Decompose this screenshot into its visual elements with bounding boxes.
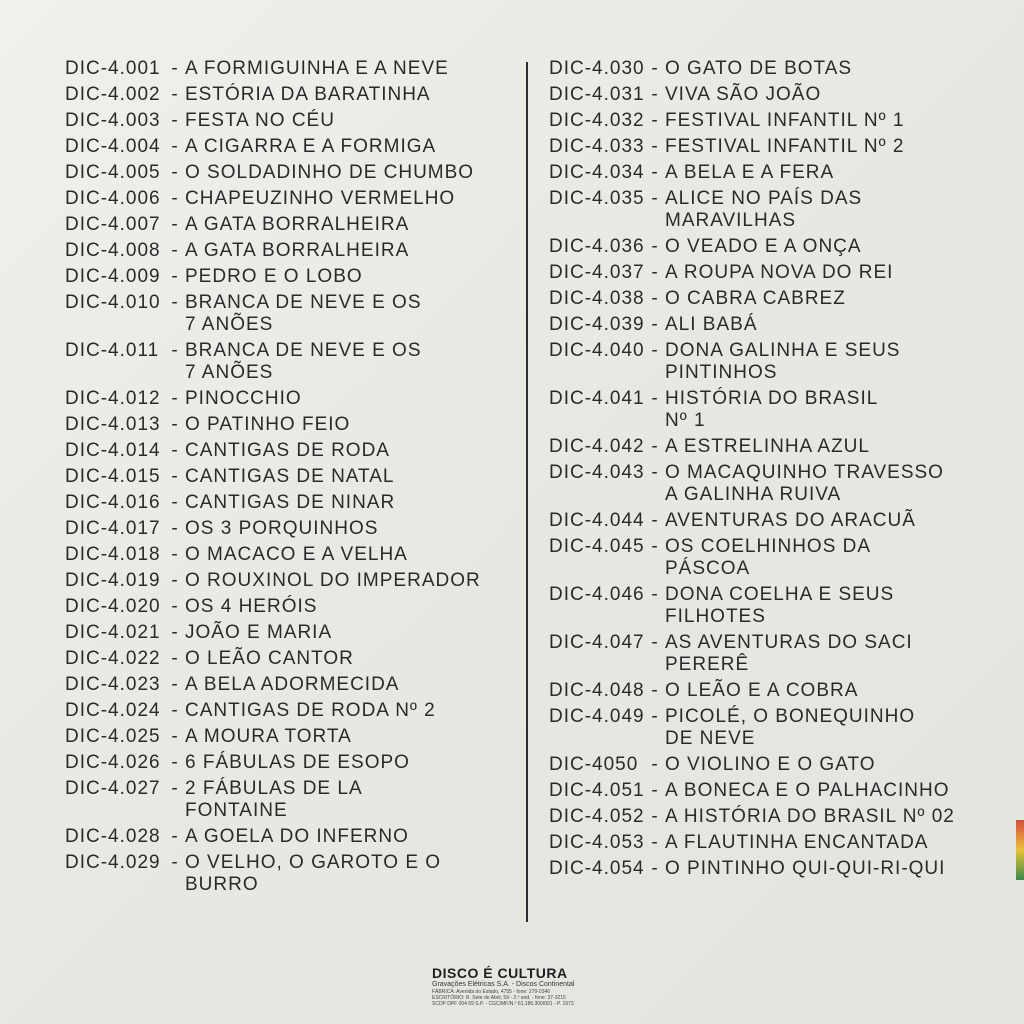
- catalog-code: DIC-4.012: [65, 388, 161, 409]
- entry-separator: -: [171, 414, 179, 435]
- catalog-title: CANTIGAS DE NINAR: [185, 492, 396, 513]
- catalog-code: DIC-4.048: [549, 680, 645, 701]
- catalog-title: CANTIGAS DE NATAL: [185, 466, 395, 487]
- catalog-title: A ESTRELINHA AZUL: [665, 436, 870, 457]
- entry-separator: -: [171, 622, 179, 643]
- catalog-title: O ROUXINOL DO IMPERADOR: [185, 570, 481, 591]
- entry-separator: -: [171, 700, 179, 721]
- catalog-code: DIC-4.013: [65, 414, 161, 435]
- entry-separator: -: [651, 262, 659, 283]
- catalog-title: A FLAUTINHA ENCANTADA: [665, 832, 929, 853]
- catalog-title: CANTIGAS DE RODA Nº 2: [185, 700, 436, 721]
- catalog-code: DIC-4.018: [65, 544, 161, 565]
- catalog-entry: [549, 680, 999, 706]
- entry-separator: -: [651, 462, 659, 483]
- catalog-title: O PINTINHO QUI-QUI-RI-QUI: [665, 858, 946, 879]
- catalog-entry: [65, 84, 515, 110]
- catalog-code: DIC-4.029: [65, 852, 161, 873]
- catalog-entry: [549, 58, 999, 84]
- entry-separator: -: [171, 240, 179, 261]
- catalog-entry: [549, 632, 999, 680]
- catalog-title: A GATA BORRALHEIRA: [185, 214, 410, 235]
- company-name: Gravações Elétricas S.A. - Discos Continental: [432, 981, 575, 988]
- catalog-title: A ROUPA NOVA DO REI: [665, 262, 894, 283]
- entry-separator: -: [171, 852, 179, 873]
- catalog-code: DIC-4.003: [65, 110, 161, 131]
- catalog-code: DIC-4.004: [65, 136, 161, 157]
- catalog-title: HISTÓRIA DO BRASIL Nº 1: [665, 388, 879, 431]
- entry-separator: -: [651, 584, 659, 605]
- catalog-entry: [65, 292, 515, 340]
- catalog-title: ALI BABÁ: [665, 314, 758, 335]
- entry-separator: -: [171, 136, 179, 157]
- entry-separator: -: [171, 266, 179, 287]
- catalog-entry: [549, 780, 999, 806]
- catalog-code: DIC-4.046: [549, 584, 645, 605]
- entry-separator: -: [651, 858, 659, 879]
- catalog-code: DIC-4.010: [65, 292, 161, 313]
- catalog-code: DIC-4.028: [65, 826, 161, 847]
- catalog-code: DIC-4.005: [65, 162, 161, 183]
- entry-separator: -: [651, 236, 659, 257]
- catalog-title: PEDRO E O LOBO: [185, 266, 363, 287]
- catalog-code: DIC-4.045: [549, 536, 645, 557]
- catalog-entry: [549, 262, 999, 288]
- catalog-title: A FORMIGUINHA E A NEVE: [185, 58, 449, 79]
- catalog-entry: [65, 726, 515, 752]
- catalog-entry: [65, 852, 515, 900]
- catalog-title: CANTIGAS DE RODA: [185, 440, 390, 461]
- catalog-entry: [65, 214, 515, 240]
- catalog-code: DIC-4.052: [549, 806, 645, 827]
- catalog-title: CHAPEUZINHO VERMELHO: [185, 188, 456, 209]
- catalog-code: DIC-4.022: [65, 648, 161, 669]
- entry-separator: -: [171, 58, 179, 79]
- colored-edge-strip: [1016, 820, 1024, 880]
- catalog-title: DONA COELHA E SEUS FILHOTES: [665, 584, 895, 627]
- catalog-code: DIC-4.049: [549, 706, 645, 727]
- catalog-title: AS AVENTURAS DO SACI PERERÊ: [665, 632, 913, 675]
- entry-separator: -: [651, 536, 659, 557]
- catalog-entry: [549, 84, 999, 110]
- catalog-title: OS 3 PORQUINHOS: [185, 518, 379, 539]
- catalog-entry: [65, 188, 515, 214]
- entry-separator: -: [171, 214, 179, 235]
- entry-separator: -: [651, 806, 659, 827]
- catalog-code: DIC-4.030: [549, 58, 645, 79]
- catalog-code: DIC-4.034: [549, 162, 645, 183]
- catalog-code: DIC-4.015: [65, 466, 161, 487]
- catalog-entry: [65, 340, 515, 388]
- catalog-code: DIC-4.007: [65, 214, 161, 235]
- catalog-right-column: [549, 58, 999, 884]
- catalog-title: OS 4 HERÓIS: [185, 596, 318, 617]
- catalog-title: FESTIVAL INFANTIL Nº 1: [665, 110, 905, 131]
- catalog-entry: [65, 110, 515, 136]
- office-address: ESCRITÓRIO: R. Sete de Abril, 59 - 2.º and. - fone: 37-3215: [432, 995, 566, 1001]
- catalog-title: BRANCA DE NEVE E OS 7 ANÕES: [185, 340, 422, 383]
- catalog-code: DIC-4.026: [65, 752, 161, 773]
- catalog-entry: [65, 752, 515, 778]
- entry-separator: -: [651, 680, 659, 701]
- catalog-code: DIC-4.002: [65, 84, 161, 105]
- catalog-code: DIC-4.044: [549, 510, 645, 531]
- catalog-code: DIC-4.014: [65, 440, 161, 461]
- entry-separator: -: [171, 188, 179, 209]
- entry-separator: -: [171, 518, 179, 539]
- entry-separator: -: [651, 436, 659, 457]
- entry-separator: -: [171, 778, 179, 799]
- brand-logo-text: DISCO É CULTURA: [432, 965, 568, 981]
- catalog-entry: [65, 388, 515, 414]
- catalog-entry: [549, 832, 999, 858]
- catalog-entry: [549, 188, 999, 236]
- entry-separator: -: [651, 832, 659, 853]
- catalog-title: 6 FÁBULAS DE ESOPO: [185, 752, 410, 773]
- catalog-entry: [65, 136, 515, 162]
- entry-separator: -: [171, 492, 179, 513]
- entry-separator: -: [651, 754, 659, 775]
- catalog-title: FESTIVAL INFANTIL Nº 2: [665, 136, 905, 157]
- entry-separator: -: [651, 136, 659, 157]
- catalog-entry: [65, 466, 515, 492]
- catalog-code: DIC-4.019: [65, 570, 161, 591]
- catalog-title: O SOLDADINHO DE CHUMBO: [185, 162, 475, 183]
- catalog-title: O MACACO E A VELHA: [185, 544, 408, 565]
- catalog-code: DIC-4.006: [65, 188, 161, 209]
- entry-separator: -: [651, 388, 659, 409]
- registration-info: SCDP DPF 004 69 S.P. - CGC/MF/N.º 61.186.300/001 - P. 1973: [432, 1001, 574, 1007]
- catalog-code: DIC-4.011: [65, 340, 160, 361]
- catalog-entry: [65, 622, 515, 648]
- entry-separator: -: [651, 188, 659, 209]
- catalog-title: O VEADO E A ONÇA: [665, 236, 862, 257]
- entry-separator: -: [171, 440, 179, 461]
- catalog-title: FESTA NO CÉU: [185, 110, 335, 131]
- entry-separator: -: [651, 340, 659, 361]
- entry-separator: -: [651, 632, 659, 653]
- catalog-code: DIC-4.033: [549, 136, 645, 157]
- entry-separator: -: [171, 674, 179, 695]
- catalog-code: DIC-4.024: [65, 700, 161, 721]
- catalog-code: DIC-4.040: [549, 340, 645, 361]
- entry-separator: -: [171, 340, 179, 361]
- catalog-left-column: [65, 58, 515, 900]
- catalog-entry: [65, 240, 515, 266]
- catalog-code: DIC-4.039: [549, 314, 645, 335]
- catalog-code: DIC-4.025: [65, 726, 161, 747]
- catalog-entry: [65, 162, 515, 188]
- column-divider: [526, 62, 528, 922]
- catalog-title: O PATINHO FEIO: [185, 414, 351, 435]
- entry-separator: -: [651, 162, 659, 183]
- factory-address: FÁBRICA: Avenida do Estado, 4755 - fone: 279-0346: [432, 989, 551, 995]
- catalog-entry: [65, 266, 515, 292]
- catalog-code: DIC-4.027: [65, 778, 161, 799]
- catalog-title: PICOLÉ, O BONEQUINHO DE NEVE: [665, 706, 916, 749]
- entry-separator: -: [651, 780, 659, 801]
- catalog-code: DIC-4.053: [549, 832, 645, 853]
- catalog-entry: [65, 596, 515, 622]
- entry-separator: -: [171, 84, 179, 105]
- entry-separator: -: [651, 314, 659, 335]
- entry-separator: -: [171, 110, 179, 131]
- catalog-code: DIC-4.032: [549, 110, 645, 131]
- catalog-title: ESTÓRIA DA BARATINHA: [185, 84, 431, 105]
- catalog-title: A MOURA TORTA: [185, 726, 352, 747]
- catalog-entry: [549, 136, 999, 162]
- catalog-code: DIC-4.001: [65, 58, 161, 79]
- catalog-entry: [549, 236, 999, 262]
- entry-separator: -: [171, 162, 179, 183]
- entry-separator: -: [651, 110, 659, 131]
- catalog-title: A GOELA DO INFERNO: [185, 826, 409, 847]
- catalog-entry: [65, 518, 515, 544]
- catalog-entry: [65, 674, 515, 700]
- catalog-entry: [549, 806, 999, 832]
- catalog-entry: [65, 778, 515, 826]
- catalog-code: DIC-4050: [549, 754, 639, 775]
- catalog-code: DIC-4.047: [549, 632, 645, 653]
- catalog-entry: [65, 544, 515, 570]
- entry-separator: -: [171, 726, 179, 747]
- catalog-title: BRANCA DE NEVE E OS 7 ANÕES: [185, 292, 422, 335]
- catalog-entry: [65, 440, 515, 466]
- entry-separator: -: [171, 292, 179, 313]
- catalog-entry: [549, 536, 999, 584]
- catalog-entry: [65, 700, 515, 726]
- catalog-entry: [549, 288, 999, 314]
- catalog-entry: [549, 314, 999, 340]
- catalog-entry: [549, 388, 999, 436]
- catalog-code: DIC-4.051: [549, 780, 645, 801]
- catalog-code: DIC-4.009: [65, 266, 161, 287]
- catalog-code: DIC-4.020: [65, 596, 161, 617]
- catalog-title: ALICE NO PAÍS DAS MARAVILHAS: [665, 188, 863, 231]
- catalog-title: O GATO DE BOTAS: [665, 58, 853, 79]
- catalog-title: JOÃO E MARIA: [185, 622, 333, 643]
- entry-separator: -: [171, 752, 179, 773]
- catalog-entry: [549, 584, 999, 632]
- catalog-code: DIC-4.023: [65, 674, 161, 695]
- catalog-entry: [549, 110, 999, 136]
- catalog-title: A BELA E A FERA: [665, 162, 835, 183]
- entry-separator: -: [651, 288, 659, 309]
- catalog-code: DIC-4.038: [549, 288, 645, 309]
- entry-separator: -: [651, 510, 659, 531]
- catalog-entry: [65, 648, 515, 674]
- catalog-code: DIC-4.035: [549, 188, 645, 209]
- catalog-title: O MACAQUINHO TRAVESSO A GALINHA RUIVA: [665, 462, 944, 505]
- catalog-code: DIC-4.017: [65, 518, 161, 539]
- catalog-entry: [65, 570, 515, 596]
- catalog-entry: [549, 340, 999, 388]
- entry-separator: -: [171, 388, 179, 409]
- entry-separator: -: [651, 706, 659, 727]
- entry-separator: -: [171, 570, 179, 591]
- catalog-entry: [549, 754, 999, 780]
- entry-separator: -: [171, 648, 179, 669]
- catalog-entry: [65, 58, 515, 84]
- catalog-entry: [549, 510, 999, 536]
- catalog-title: A CIGARRA E A FORMIGA: [185, 136, 437, 157]
- catalog-code: DIC-4.036: [549, 236, 645, 257]
- catalog-entry: [549, 436, 999, 462]
- catalog-title: OS COELHINHOS DA PÁSCOA: [665, 536, 872, 579]
- catalog-code: DIC-4.021: [65, 622, 161, 643]
- catalog-title: DONA GALINHA E SEUS PINTINHOS: [665, 340, 901, 383]
- catalog-code: DIC-4.008: [65, 240, 161, 261]
- catalog-entry: [65, 492, 515, 518]
- catalog-code: DIC-4.037: [549, 262, 645, 283]
- entry-separator: -: [171, 466, 179, 487]
- catalog-title: O VIOLINO E O GATO: [665, 754, 876, 775]
- catalog-entry: [65, 414, 515, 440]
- catalog-title: O CABRA CABREZ: [665, 288, 846, 309]
- entry-separator: -: [171, 596, 179, 617]
- catalog-title: O VELHO, O GAROTO E O BURRO: [185, 852, 442, 895]
- catalog-title: O LEÃO E A COBRA: [665, 680, 859, 701]
- catalog-title: PINOCCHIO: [185, 388, 302, 409]
- catalog-title: 2 FÁBULAS DE LA FONTAINE: [185, 778, 363, 821]
- catalog-title: VIVA SÃO JOÃO: [665, 84, 822, 105]
- entry-separator: -: [651, 84, 659, 105]
- catalog-code: DIC-4.043: [549, 462, 645, 483]
- catalog-entry: [549, 858, 999, 884]
- catalog-code: DIC-4.041: [549, 388, 645, 409]
- catalog-entry: [549, 162, 999, 188]
- entry-separator: -: [651, 58, 659, 79]
- catalog-entry: [549, 706, 999, 754]
- publisher-footer: [432, 965, 612, 1007]
- catalog-title: A HISTÓRIA DO BRASIL Nº 02: [665, 806, 955, 827]
- entry-separator: -: [171, 544, 179, 565]
- catalog-code: DIC-4.031: [549, 84, 645, 105]
- catalog-entry: [65, 826, 515, 852]
- catalog-code: DIC-4.016: [65, 492, 161, 513]
- catalog-title: A BONECA E O PALHACINHO: [665, 780, 950, 801]
- catalog-title: A BELA ADORMECIDA: [185, 674, 400, 695]
- catalog-entry: [549, 462, 999, 510]
- catalog-title: AVENTURAS DO ARACUÃ: [665, 510, 916, 531]
- catalog-code: DIC-4.042: [549, 436, 645, 457]
- catalog-title: O LEÃO CANTOR: [185, 648, 354, 669]
- catalog-title: A GATA BORRALHEIRA: [185, 240, 410, 261]
- catalog-code: DIC-4.054: [549, 858, 645, 879]
- entry-separator: -: [171, 826, 179, 847]
